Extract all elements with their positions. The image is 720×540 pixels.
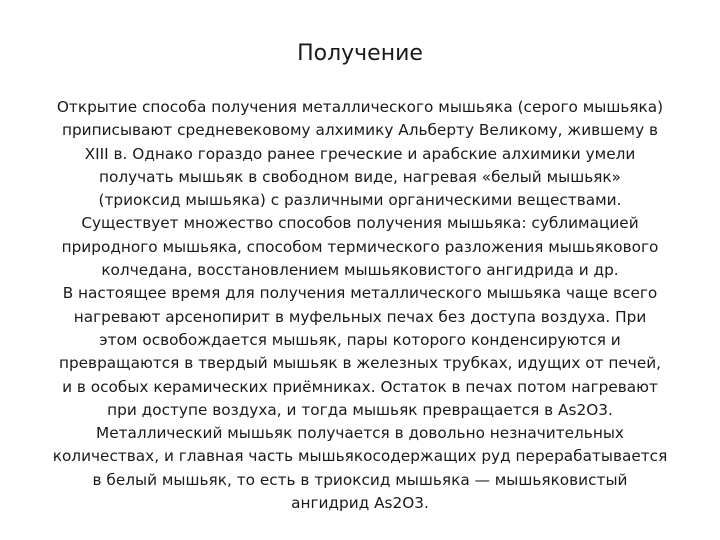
body-line: в белый мышьяк, то есть в триоксид мышьяка — мышьяковистый: [92, 470, 628, 489]
body-line: приписывают средневековому алхимику Альберту Великому, жившему в: [61, 121, 659, 140]
body-line: Открытие способа получения металлического мышьяка (серого мышьяка): [56, 98, 664, 116]
body-line: колчедана, восстановлением мышьяковистого ангидрида и др.: [101, 261, 619, 280]
body-line: природного мышьяка, способом термического разложения мышьякового: [61, 237, 659, 256]
body-line: ангидрид As2O3.: [291, 494, 429, 513]
body-line: Металлический мышьяк получается в довольно незначительных: [96, 424, 624, 443]
body-line: превращаются в твердый мышьяк в железных трубках, идущих от печей,: [58, 354, 662, 373]
slide-title: Получение: [297, 41, 423, 66]
body-line: (триоксид мышьяка) с различными органическими веществами.: [98, 191, 622, 210]
body-line: В настоящее время для получения металлического мышьяка чаще всего: [62, 284, 658, 303]
body-line: количествах, и главная часть мышьякосодержащих руд перерабатывается: [52, 447, 668, 466]
body-line: получать мышьяк в свободном виде, нагревая «белый мышьяк»: [98, 167, 622, 186]
body-line: XIII в. Однако гораздо ранее греческие и арабские алхимики умели: [84, 144, 636, 163]
body-line: при доступе воздуха, и тогда мышьяк превращается в As2O3.: [107, 400, 613, 419]
body-line: нагревают арсенопирит в муфельных печах без доступа воздуха. При: [73, 307, 647, 326]
slide-body: [24, 96, 696, 515]
body-line: Существует множество способов получения мышьяка: сублимацией: [81, 214, 639, 233]
body-line: этом освобождается мышьяк, пары которого конденсируются и: [99, 330, 621, 349]
body-line: и в особых керамических приёмниках. Остаток в печах потом нагревают: [62, 377, 658, 396]
